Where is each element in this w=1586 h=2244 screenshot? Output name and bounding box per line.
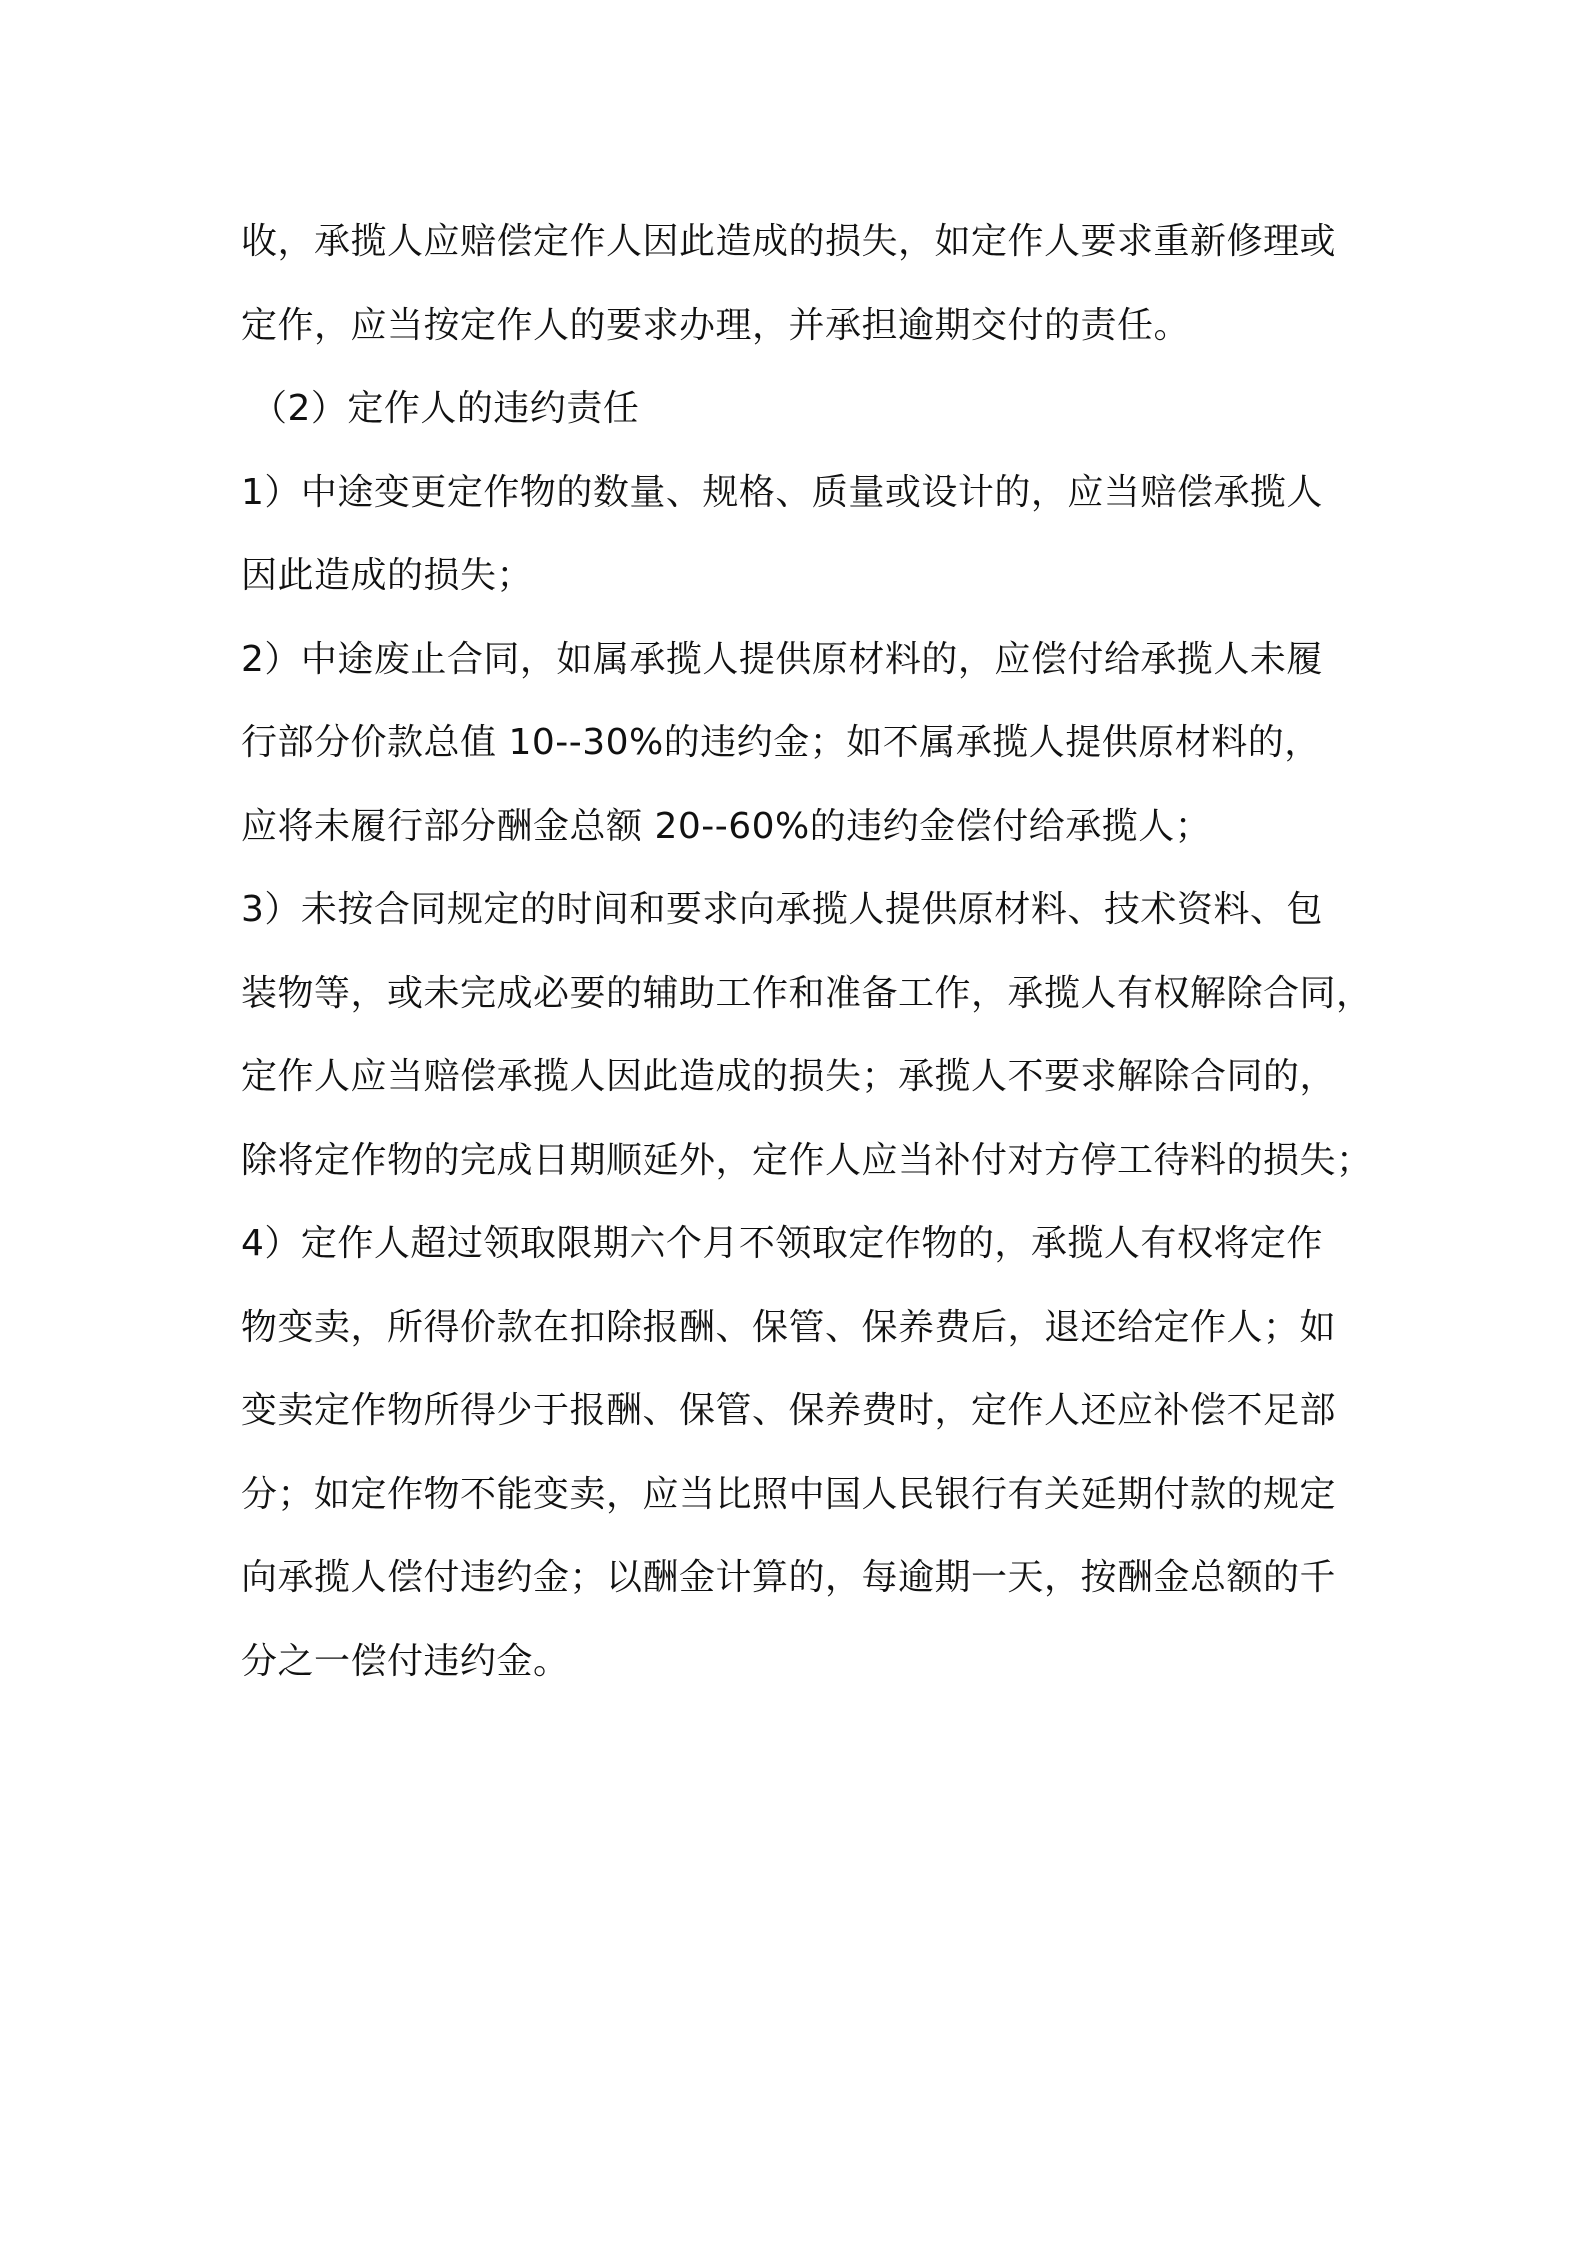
text-line: 向承揽人偿付违约金；以酬金计算的，每逾期一天，按酬金总额的千 bbox=[241, 1557, 1337, 1598]
text-line: 变卖定作物所得少于报酬、保管、保养费时，定作人还应补偿不足部 bbox=[241, 1390, 1337, 1431]
text-line: 4）定作人超过领取限期六个月不领取定作物的，承揽人有权将定作 bbox=[241, 1223, 1323, 1264]
text-line: 收，承揽人应赔偿定作人因此造成的损失，如定作人要求重新修理或 bbox=[241, 221, 1337, 262]
text-line: 分；如定作物不能变卖，应当比照中国人民银行有关延期付款的规定 bbox=[241, 1473, 1337, 1515]
text-line: 分之一偿付违约金。 bbox=[241, 1640, 570, 1682]
text-line: 2）中途废止合同，如属承揽人提供原材料的，应偿付给承揽人未履 bbox=[241, 638, 1323, 680]
body-text bbox=[241, 200, 1381, 1703]
text-line: 行部分价款总值 10--30%的违约金；如不属承揽人提供原材料的， bbox=[241, 722, 1321, 763]
text-line: 因此造成的损失； bbox=[241, 555, 534, 596]
text-line: 3）未按合同规定的时间和要求向承揽人提供原材料、技术资料、包 bbox=[241, 889, 1323, 930]
section-heading: （2）定作人的违约责任 bbox=[251, 388, 640, 429]
text-line: 1）中途变更定作物的数量、规格、质量或设计的，应当赔偿承揽人 bbox=[241, 471, 1323, 513]
text-line: 除将定作物的完成日期顺延外，定作人应当补付对方停工待料的损失； bbox=[241, 1139, 1373, 1181]
text-line: 物变卖，所得价款在扣除报酬、保管、保养费后，退还给定作人；如 bbox=[241, 1306, 1337, 1348]
text-line: 定作人应当赔偿承揽人因此造成的损失；承揽人不要求解除合同的， bbox=[241, 1056, 1337, 1097]
text-line: 应将未履行部分酬金总额 20--60%的违约金偿付给承揽人； bbox=[241, 805, 1212, 847]
text-line: 装物等，或未完成必要的辅助工作和准备工作，承揽人有权解除合同， bbox=[241, 972, 1373, 1014]
text-line: 定作，应当按定作人的要求办理，并承担逾期交付的责任。 bbox=[241, 304, 1191, 346]
